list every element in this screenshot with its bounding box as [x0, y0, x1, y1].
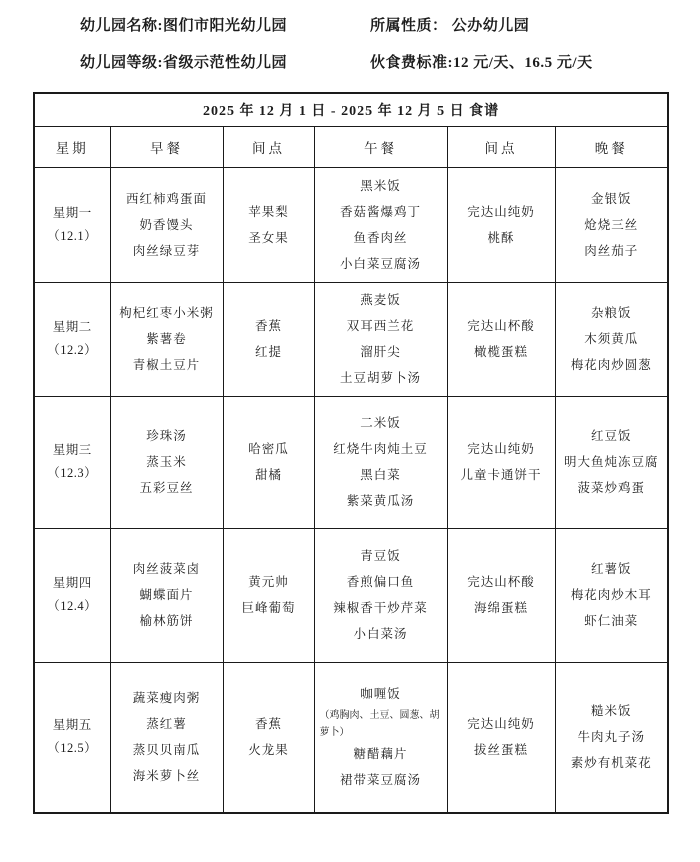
menu-item: 二米饭 — [360, 416, 401, 430]
day-date: （12.5） — [47, 741, 98, 756]
day-cell — [34, 282, 110, 396]
menu-cell — [223, 528, 314, 662]
menu-item: 圣女果 — [248, 230, 289, 245]
menu-cell — [555, 396, 668, 528]
menu-item: 苹果梨 — [248, 204, 289, 219]
menu-item: 枸杞红枣小米粥 — [119, 306, 214, 320]
menu-item: 紫菜黄瓜汤 — [346, 494, 415, 508]
menu-item: 青豆饭 — [360, 549, 401, 563]
menu-item: 素炒有机菜花 — [570, 756, 652, 771]
menu-item: 糖醋藕片 — [353, 747, 408, 762]
menu-cell — [555, 528, 668, 662]
menu-item: 炝烧三丝 — [584, 217, 639, 232]
menu-row — [34, 528, 668, 662]
menu-item: 完达山杯酸 — [467, 575, 535, 589]
menu-cell — [110, 396, 223, 528]
table-title: 2025 年 12 月 1 日 - 2025 年 12 月 5 日 食谱 — [34, 93, 668, 126]
menu-item: 肉丝绿豆芽 — [132, 243, 201, 258]
day-label: 星期一 — [52, 205, 92, 220]
menu-item: 肉丝菠菜卤 — [132, 562, 201, 576]
menu-row — [34, 282, 668, 396]
menu-cell — [314, 396, 447, 528]
menu-cell — [223, 167, 314, 282]
column-header-5: 晚餐 — [555, 126, 668, 167]
menu-item: 青椒土豆片 — [132, 358, 201, 372]
menu-item: 火龙果 — [248, 743, 289, 758]
menu-item: 香蕉 — [254, 319, 282, 333]
menu-item: 双耳西兰花 — [346, 319, 415, 333]
menu-item: 木须黄瓜 — [584, 332, 639, 346]
menu-item: 红烧牛肉炖土豆 — [333, 442, 428, 456]
menu-row — [34, 396, 668, 528]
menu-item-note: （鸡胸肉、土豆、圆葱、胡萝卜） — [319, 710, 440, 739]
menu-item: 完达山纯奶 — [467, 442, 535, 456]
menu-row — [34, 167, 668, 282]
menu-item: 拔丝蛋糕 — [473, 743, 528, 758]
menu-item: 小白菜豆腐汤 — [339, 256, 421, 271]
column-header-row — [34, 126, 668, 167]
day-date: （12.4） — [47, 599, 98, 613]
menu-row — [34, 662, 668, 813]
menu-item: 糙米饭 — [591, 704, 632, 719]
menu-item: 咖喱饭 — [360, 687, 401, 702]
day-date: （12.2） — [47, 343, 98, 357]
day-cell — [34, 396, 110, 528]
menu-item: 红提 — [254, 345, 282, 359]
menu-item: 海绵蛋糕 — [473, 601, 528, 615]
menu-item: 裙带菜豆腐汤 — [339, 773, 421, 788]
meal-fee-standard: 伙食费标准:12 元/天、16.5 元/天 — [370, 55, 593, 71]
menu-item: 橄榄蛋糕 — [473, 345, 528, 359]
menu-cell — [555, 282, 668, 396]
column-header-3: 午餐 — [314, 126, 447, 167]
menu-item: 桃酥 — [487, 230, 515, 245]
menu-item: 巨峰葡萄 — [241, 601, 296, 615]
day-label: 星期三 — [52, 443, 92, 457]
menu-item: 虾仁油菜 — [584, 614, 639, 628]
menu-cell — [110, 662, 223, 813]
day-label: 星期二 — [52, 320, 92, 334]
menu-cell — [555, 662, 668, 813]
menu-item: 辣椒香干炒芹菜 — [333, 601, 428, 615]
menu-cell — [447, 282, 555, 396]
day-cell — [34, 528, 110, 662]
kindergarten-name: 幼儿园名称:图们市阳光幼儿园 — [80, 18, 287, 34]
day-cell — [34, 167, 110, 282]
day-date: （12.1） — [47, 228, 98, 243]
menu-item: 珍珠汤 — [146, 429, 187, 443]
menu-item: 牛肉丸子汤 — [577, 730, 646, 745]
menu-cell — [447, 528, 555, 662]
menu-item: 黄元帅 — [248, 575, 289, 589]
menu-cell — [314, 282, 447, 396]
menu-item: 梅花肉炒圆葱 — [570, 358, 652, 372]
column-header-1: 早餐 — [110, 126, 223, 167]
menu-item: 蒸贝贝南瓜 — [132, 743, 201, 758]
menu-item: 奶香馒头 — [139, 217, 194, 232]
menu-item: 杂粮饭 — [591, 306, 632, 320]
info-line-1 — [80, 14, 700, 38]
day-cell — [34, 662, 110, 813]
ownership-nature: 所属性质： 公办幼儿园 — [370, 18, 530, 34]
menu-cell — [223, 662, 314, 813]
menu-item: 肉丝茄子 — [584, 243, 639, 258]
menu-cell — [110, 282, 223, 396]
menu-cell — [314, 167, 447, 282]
menu-item: 蒸红薯 — [146, 717, 187, 732]
menu-cell — [555, 167, 668, 282]
column-header-0: 星期 — [34, 126, 110, 167]
day-label: 星期五 — [52, 718, 92, 733]
menu-item: 燕麦饭 — [360, 293, 401, 307]
menu-item: 黑白菜 — [360, 468, 401, 482]
menu-item: 红豆饭 — [591, 429, 632, 443]
day-date: （12.3） — [47, 466, 98, 480]
document-info-header — [0, 0, 700, 75]
menu-cell — [223, 396, 314, 528]
menu-item: 明大鱼炖冻豆腐 — [564, 455, 659, 469]
menu-cell — [110, 528, 223, 662]
menu-cell — [223, 282, 314, 396]
menu-item: 小白菜汤 — [353, 627, 408, 641]
menu-item: 土豆胡萝卜汤 — [339, 371, 421, 385]
day-label: 星期四 — [52, 576, 92, 590]
menu-item: 红薯饭 — [591, 562, 632, 576]
table-title-row — [34, 93, 668, 126]
menu-item: 梅花肉炒木耳 — [570, 588, 652, 602]
menu-item: 五彩豆丝 — [139, 481, 194, 495]
menu-cell — [447, 167, 555, 282]
column-header-2: 间点 — [223, 126, 314, 167]
menu-item: 黑米饭 — [360, 178, 401, 193]
menu-item: 西红柿鸡蛋面 — [125, 191, 207, 206]
menu-item: 香菇酱爆鸡丁 — [339, 204, 421, 219]
menu-cell — [447, 662, 555, 813]
menu-item: 溜肝尖 — [360, 345, 401, 359]
menu-cell — [447, 396, 555, 528]
menu-item: 金银饭 — [591, 191, 632, 206]
column-header-4: 间点 — [447, 126, 555, 167]
menu-item: 鱼香肉丝 — [353, 230, 408, 245]
info-line-2 — [80, 51, 700, 75]
menu-item: 完达山杯酸 — [467, 319, 535, 333]
menu-item: 哈密瓜 — [248, 442, 289, 456]
menu-item: 蔬菜瘦肉粥 — [132, 691, 201, 706]
menu-item: 香煎偏口鱼 — [346, 575, 415, 589]
menu-item: 儿童卡通饼干 — [460, 468, 542, 482]
menu-item: 香蕉 — [254, 717, 282, 732]
menu-item: 菠菜炒鸡蛋 — [577, 481, 646, 495]
weekly-menu-table — [33, 92, 669, 814]
menu-cell — [110, 167, 223, 282]
menu-item: 蝴蝶面片 — [139, 588, 194, 602]
menu-item: 完达山纯奶 — [467, 204, 535, 219]
menu-item: 榆林筋饼 — [139, 614, 194, 628]
menu-cell — [314, 662, 447, 813]
menu-table-body — [34, 167, 668, 813]
menu-item: 甜橘 — [254, 468, 282, 482]
menu-item: 紫薯卷 — [146, 332, 187, 346]
kindergarten-grade: 幼儿园等级:省级示范性幼儿园 — [80, 55, 287, 71]
menu-item: 海米萝卜丝 — [132, 769, 201, 784]
menu-cell — [314, 528, 447, 662]
menu-item: 蒸玉米 — [146, 455, 187, 469]
menu-item: 完达山纯奶 — [467, 717, 535, 732]
